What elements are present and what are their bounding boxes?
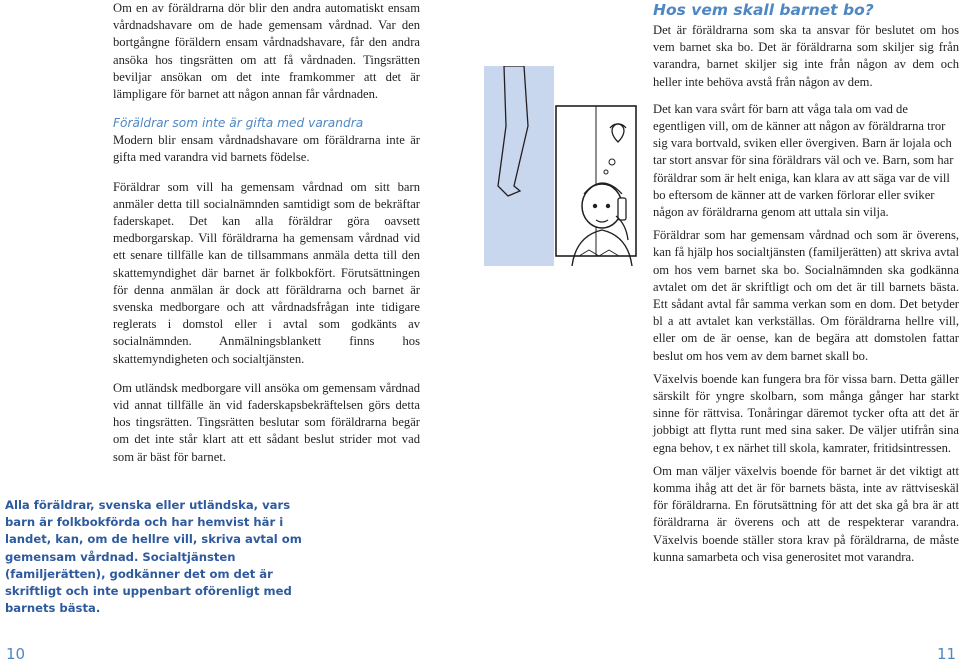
callout-joint-custody-agreement: Alla föräldrar, svenska eller utländska, vars barn är folkbokförda och har hemvist här i landet, kan, om de hellre vill, skriva avtal om gemensam vårdnad. Socialtjänsten (familjerätten), godkänner det om det är skriftligt och inte uppenbart oförenligt med barnets bästa. [5, 498, 302, 616]
paragraph-child-loyalty: Det kan vara svårt för barn att våga tala om vad de egentligen vill, om de känner att någon av föräldrarna tror sig vara bortvald, sviken eller övergiven. Barn är lojala och tar stort ansvar för sina föräldrars väl och ve. Barn, som har föräldrar som är helt eniga, kan klara av att säga var de vill bo eftersom de känner att de varken förlorar eller sviker någon av föräldrarna genom att uttala sin vilja. [653, 101, 954, 220]
right-text-column [653, 0, 959, 566]
paragraph-alternating-residence: Växelvis boende kan fungera bra för vissa barn. Detta gäller särskilt för yngre skolbarn, som många gånger har starkt sinne för rättvisa. Tonåringar däremot tycker ofta att det är jobbigt att flytta runt med sina saker. De väljer utifrån sina egna behov, t ex närhet till skola, kamrater, fritidsintressen. [653, 371, 959, 455]
paragraph-parents-responsibility: Det är föräldrarna som ska ta ansvar för beslutet om hos vem barnet ska bo. Det är föräldrarna som skiljer sig från varandra, barnet skiljer sig inte från någon av dem och heller inte behöva avstå från någon av dem. [653, 23, 959, 89]
page-number-right: 11 [937, 645, 957, 663]
paragraph-custody-death: Om en av föräldrarna dör blir den andra automatiskt ensam vårdnadshavare om de hade gemensam vårdnad. Var den bortgångne föräldern ensam vårdnadshavare, får den andra ansöka hos tingsrätten om att få vårdnaden. Tingsrätten beviljar ansökan om det inte framkommer att det är lämpligare för barnet att någon annan får vårdnaden. [113, 1, 420, 102]
paragraph-agreement: Föräldrar som har gemensam vårdnad och som är överens, kan få hjälp hos socialtjänsten (familjerätten) att skriva avtal om hos vem barnet ska bo. Socialnämnden ska godkänna avtalet om det är skriftligt och om det är till barnets bästa. Ett sådant avtal får samma verkan som en dom. Det betyder bl a att avtalet kan verkställas. Om föräldrarna hellre vill, eller om de är oense, kan de begära att domstolen fattar beslut om hos vem av dem barnet skall bo. [653, 228, 959, 363]
paragraph-foreign-citizen: Om utländsk medborgare vill ansöka om gemensam vårdnad vid annat tillfälle än vid faderskapsbekräftelsen görs detta hos tingsrätten. Tingsrätten beslutar som föräldrarna begär om det inte står klart att ett sådant beslut strider mot vad som är bäst för barnet. [113, 380, 420, 464]
subheading-unmarried-parents: Föräldrar som inte är gifta med varandra [113, 116, 364, 131]
section-heading: Hos vem skall barnet bo? [653, 1, 874, 19]
paragraph-joint-custody-report: Föräldrar som vill ha gemensam vårdnad om sitt barn anmäler detta till socialnämnden samtidigt som de bekräftar faderskapet. Det kan alla föräldrar göra oavsett medborgarskap. Vill föräldrarna ha gemensam vårdnad vid ett senare tillfälle kan de tillsammans anmäla detta till den skattemyndighet där barnet är folkbokfört. Förutsättningen för denna anmälan är dock att föräldrarna och barnet är svenska medborgare och att vårdnadsfrågan inte tidigare reglerats i domstol eller i avtal som godkänts av socialnämnden. Anmälningsblankett finns hos skattemyndigheten och socialtjänsten. [113, 179, 420, 366]
paragraph-alternating-conditions: Om man väljer växelvis boende för barnet är det viktigt att komma ihåg att det är för barnets bästa, inte av rättviseskäl för föräldrarna. En förutsättning för att det ska gå bra är att föräldrarna är överens och att de respekterar varandra. Växelvis boende ställer stora krav på föräldrarna, de måste kunna samarbeta och visa generositet mot varandra. [653, 463, 959, 564]
paragraph-mother-custody: Modern blir ensam vårdnadshavare om föräldrarna inte är gifta med varandra vid barnets födelse. [113, 133, 420, 165]
child-on-phone-illustration [484, 66, 644, 266]
page-number-left: 10 [6, 645, 26, 663]
left-text-column [113, 0, 420, 466]
